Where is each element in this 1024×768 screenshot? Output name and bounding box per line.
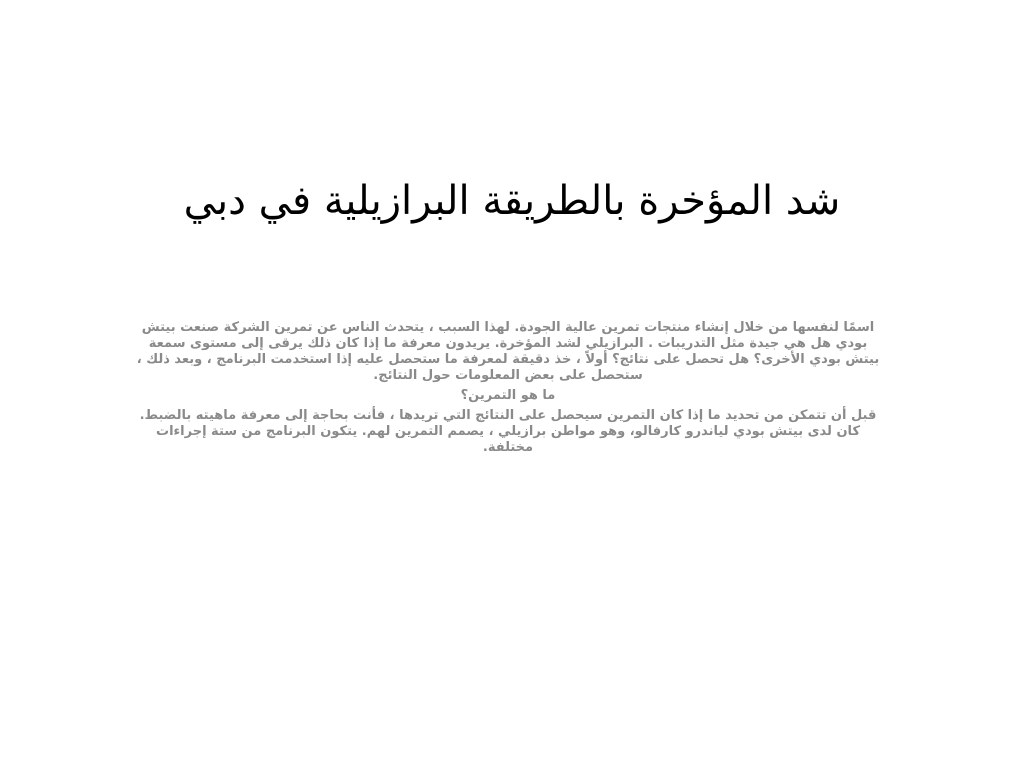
body-paragraph-intro: اسمًا لنفسها من خلال إنشاء منتجات تمرين عالية الجودة. لهذا السبب ، يتحدث الناس عن تمرين الشركة صنعت بيتش بودي هل هي جيدة مثل التدريبات . البرازيلي لشد المؤخرة. يريدون معرفة ما إذا كان ذلك يرقى إلى مستوى سمعة بيتش بودي الأخرى؟ هل تحصل على نتائج؟ أولاً ، خذ دقيقة لمعرفة ما ستحصل عليه إذا استخدمت البرنامج ، وبعد ذلك ، ستحصل على بعض المعلومات حول النتائج. <box>136 320 880 383</box>
slide-title: شد المؤخرة بالطريقة البرازيلية في دبي <box>183 177 841 224</box>
body-paragraph-question: ما هو التمرين؟ <box>460 388 556 403</box>
slide-body <box>130 320 886 460</box>
body-paragraph-details: قبل أن تتمكن من تحديد ما إذا كان التمرين سيحصل على النتائج التي تريدها ، فأنت بحاجة إلى معرفة ماهيته بالضبط. كان لدى بيتش بودي لياندرو كارفالو، وهو مواطن برازيلي ، يصمم التمرين لهم. يتكون البرنامج من ستة إجراءات مختلفة. <box>139 408 877 455</box>
